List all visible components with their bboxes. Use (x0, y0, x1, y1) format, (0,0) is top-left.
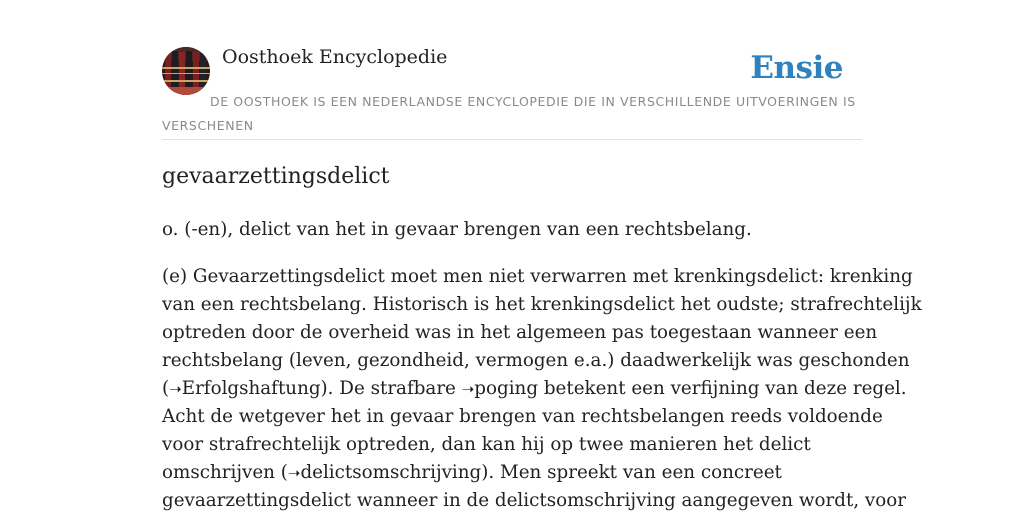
link-label: Erfolgshaftung (181, 378, 321, 399)
body-text-fragment: ). De strafbare (320, 378, 462, 399)
poging-link[interactable] (462, 378, 538, 399)
article-body (162, 263, 922, 515)
site-header (162, 0, 862, 140)
definition-text: o. (-en), delict van het in gevaar brengen van een rechtsbelang. (162, 219, 752, 240)
body-line: voor strafrechtelijk optreden, dan kan hij op twee manieren het delict (162, 434, 811, 455)
body-text-fragment: ). Men spreekt van een concreet (481, 462, 782, 483)
page-container (162, 0, 922, 511)
arrow-right-icon: ➝ (169, 380, 182, 398)
site-tagline: DE OOSTHOEK IS EEN NEDERLANDSE ENCYCLOPEDIE DIE IN VERSCHILLENDE UITVOERINGEN IS VERSCHENEN (162, 94, 856, 133)
body-text-fragment: ( (162, 378, 170, 399)
page-title: gevaarzettingsdelict (162, 164, 390, 189)
body-line (162, 459, 882, 487)
body-line: van een rechtsbelang. Historisch is het krenkingsdelict het oudste; strafrechtelijk (162, 294, 922, 315)
link-label: poging (474, 378, 539, 399)
body-line (162, 375, 907, 403)
encyclopedia-avatar-icon[interactable] (162, 47, 210, 95)
body-line: gevaarzettingsdelict wanneer in de delictsomschrijving aangegeven wordt, voor (162, 490, 907, 511)
body-text-fragment: betekent een verfijning van deze regel. (538, 378, 907, 399)
body-line: optreden door de overheid was in het algemeen pas toegestaan wanneer een (162, 322, 878, 343)
arrow-right-icon: ➝ (461, 380, 475, 398)
book-spines-icon (162, 47, 210, 95)
ensie-logo-link[interactable]: Ensie (750, 50, 843, 86)
arrow-right-icon: ➝ (287, 464, 301, 482)
link-label: delictsomschrijving (300, 462, 482, 483)
body-line: (e) Gevaarzettingsdelict moet men niet verwarren met krenkingsdelict: krenking (162, 266, 913, 287)
body-text-fragment: omschrijven ( (162, 462, 288, 483)
body-line: rechtsbelang (leven, gezondheid, vermogen e.a.) daadwerkelijk was geschonden (162, 350, 910, 371)
delictsomschrijving-link[interactable] (288, 462, 481, 483)
erfolgshaftung-link[interactable] (169, 378, 320, 399)
site-name-link[interactable]: Oosthoek Encyclopedie (222, 46, 448, 68)
body-line: Acht de wetgever het in gevaar brengen van rechtsbelangen reeds voldoende (162, 406, 883, 427)
